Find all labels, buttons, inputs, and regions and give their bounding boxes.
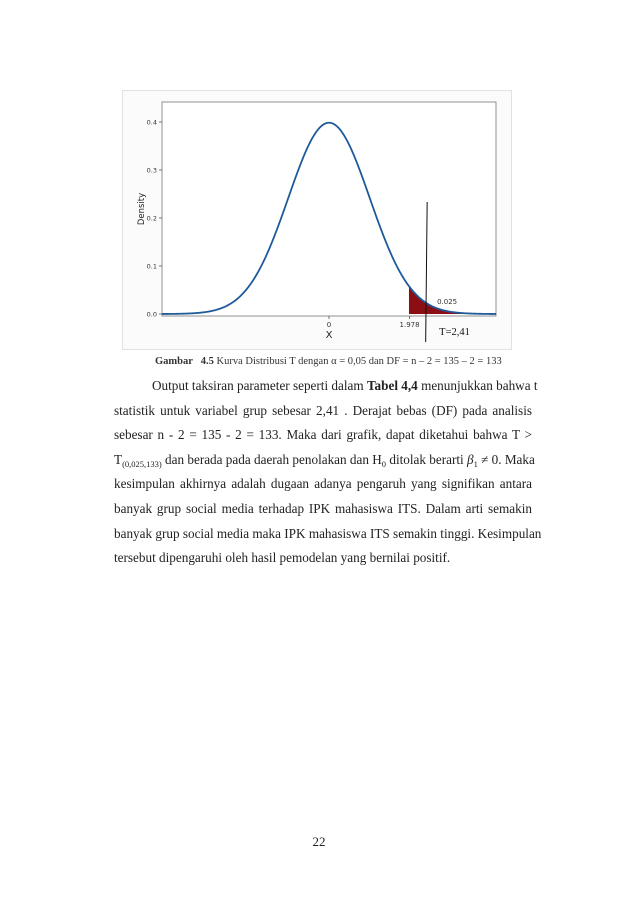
- paragraph-line: Output taksiran parameter seperti dalam Tabel 4,4 menunjukkan bahwa t: [152, 378, 538, 393]
- paragraph-line: kesimpulan akhirnya adalah dugaan adanya pengaruh yang signifikan antara: [114, 476, 532, 492]
- test-statistic-label: T=2,41: [439, 327, 470, 338]
- y-tick-label: 0.3: [146, 166, 157, 175]
- x-tick-label: 1.978: [399, 321, 420, 329]
- plot-area: [162, 102, 496, 316]
- shaded-area-label: 0.025: [437, 298, 458, 306]
- paragraph-line: sebesar n - 2 = 135 - 2 = 133. Maka dari grafik, dapat diketahui bahwa T >: [114, 427, 532, 443]
- y-axis-label: Density: [137, 192, 147, 226]
- paragraph-line: tersebut dipengaruhi oleh hasil pemodelan yang bernilai positif.: [114, 550, 451, 566]
- t-distribution-figure: [122, 90, 512, 350]
- caption-label: Gambar: [155, 356, 193, 367]
- paragraph-line: $T_{(0,025,133)}$ dan berada pada daerah penolakan dan $H_0$ ditolak berarti $\beta_1 \ne 0$. Maka: [114, 451, 535, 469]
- y-tick-label: 0.1: [146, 262, 157, 271]
- y-tick-label: 0.0: [146, 310, 157, 319]
- paragraph-line: banyak grup social media terhadap IPK mahasiswa ITS. Dalam arti semakin: [114, 500, 532, 516]
- paragraph-line: banyak grup social media maka IPK mahasiswa ITS semakin tinggi. Kesimpulan: [114, 525, 542, 541]
- caption-number: 4.5: [200, 356, 214, 367]
- y-tick-label: 0.2: [146, 214, 157, 223]
- x-axis-label: X: [325, 330, 333, 341]
- paragraph-line: statistik untuk variabel grup sebesar 2,41 . Derajat bebas (DF) pada analisis: [114, 402, 532, 418]
- page-number: 22: [312, 834, 326, 849]
- body-paragraph: [114, 374, 542, 571]
- figure-caption: [155, 356, 502, 367]
- t-distribution-chart: [122, 90, 512, 350]
- x-tick-label: 0: [326, 321, 332, 329]
- y-tick-label: 0.4: [146, 118, 157, 127]
- caption-text: Kurva Distribusi T dengan α = 0,05 dan DF = n – 2 = 135 – 2 = 133: [216, 356, 502, 367]
- table-reference: Tabel 4,4: [366, 378, 418, 393]
